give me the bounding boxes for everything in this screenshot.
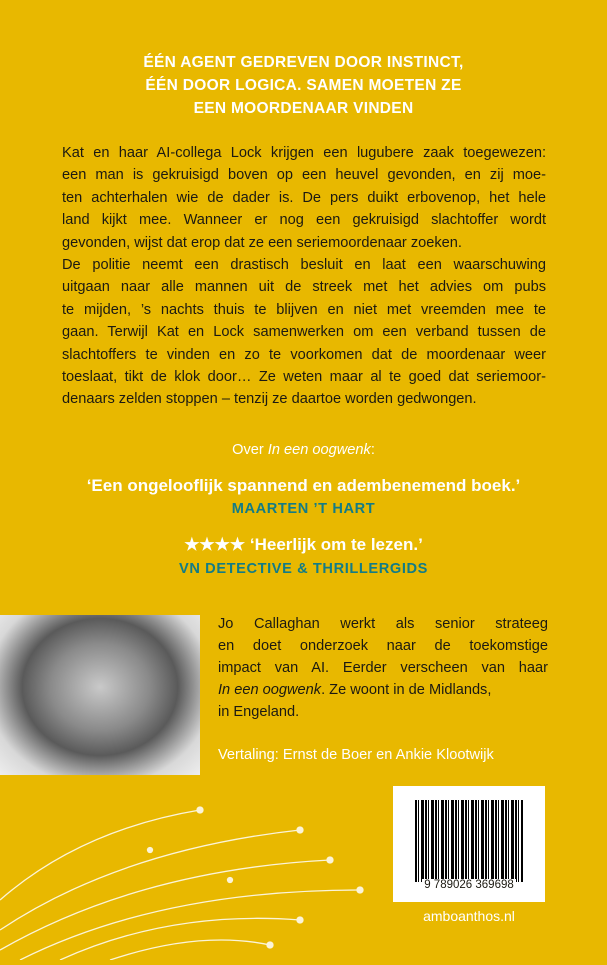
bio-line: impact van AI. Eerder verscheen van haar	[218, 660, 548, 676]
star-rating: ★★★★	[184, 535, 246, 554]
headline	[0, 51, 607, 120]
author-photo	[0, 615, 200, 775]
blurb	[62, 142, 546, 411]
barcode-bars	[415, 800, 523, 882]
blurb-line: toeslaat, tikt de klok door… Ze weten maar al te goed dat seriemoor-	[62, 368, 546, 385]
headline-line: EEN MOORDENAAR VINDEN	[193, 100, 414, 117]
blurb-line: land kijkt mee. Wanneer er nog een gekruisigd slachtoffer wordt	[62, 212, 546, 229]
blurb-line: te mijden, ’s nachts thuis te blijven en niet met vreemden mee te	[62, 301, 546, 318]
over-prefix: Over	[232, 442, 268, 458]
previous-book-title: In een oogwenk	[267, 442, 371, 458]
author-bio	[218, 613, 548, 766]
review-quote-2	[0, 534, 607, 556]
review-source: MAARTEN ’T HART	[231, 501, 376, 517]
bio-line: Jo Callaghan werkt als senior strateeg	[218, 616, 548, 632]
headline-line: ÉÉN DOOR LOGICA. SAMEN MOETEN ZE	[145, 77, 462, 94]
review-quote: ‘Een ongelooflijk spannend en adembenemend boek.’	[86, 476, 521, 495]
translation-credit: Vertaling: Ernst de Boer en Ankie Klootwijk	[218, 747, 494, 763]
blurb-line: ten achterhalen wie de dader is. De pers duikt erbovenop, het hele	[62, 189, 546, 206]
book-title: In een oogwenk	[218, 682, 322, 698]
bio-line	[218, 679, 548, 701]
blurb-line: uitgaan naar alle mannen uit de streek met het advies om pubs	[62, 279, 546, 296]
blurb-line: een man is gekruisigd boven op een heuvel gevonden, en zij moe-	[62, 167, 546, 184]
blurb-line: De politie neemt een drastisch besluit en laat een waarschuwing	[62, 256, 546, 273]
bio-line: en doet onderzoek naar de toekomstige	[218, 638, 548, 654]
over-suffix: :	[370, 442, 375, 458]
isbn-number: 9 789026 369698	[424, 879, 514, 891]
headline-line: ÉÉN AGENT GEDREVEN DOOR INSTINCT,	[143, 54, 464, 71]
blurb-line: Kat en haar AI-collega Lock krijgen een lugubere zaak toegewezen:	[62, 145, 546, 161]
review-source: VN DETECTIVE & THRILLERGIDS	[179, 561, 428, 577]
about-previous-book	[0, 441, 607, 459]
blurb-line: gevonden, wijst dat erop dat ze een seriemoordenaar zoeken.	[62, 234, 462, 251]
blurb-line: denaars zelden stoppen – tenzij ze daartoe worden gedwongen.	[62, 391, 477, 408]
bio-text: . Ze woont in de Midlands,	[321, 682, 492, 698]
review-quote-text: ‘Heerlijk om te lezen.’	[249, 535, 423, 554]
blurb-line: slachtoffers te vinden en zo te voorkomen dat de moordenaar weer	[62, 346, 546, 363]
circuit-decoration	[0, 790, 385, 960]
blurb-line: gaan. Terwijl Kat en Lock samenwerken om een verband tussen de	[62, 324, 546, 341]
barcode	[393, 786, 545, 902]
bio-line: in Engeland.	[218, 704, 300, 720]
publisher-website: amboanthos.nl	[423, 908, 515, 924]
